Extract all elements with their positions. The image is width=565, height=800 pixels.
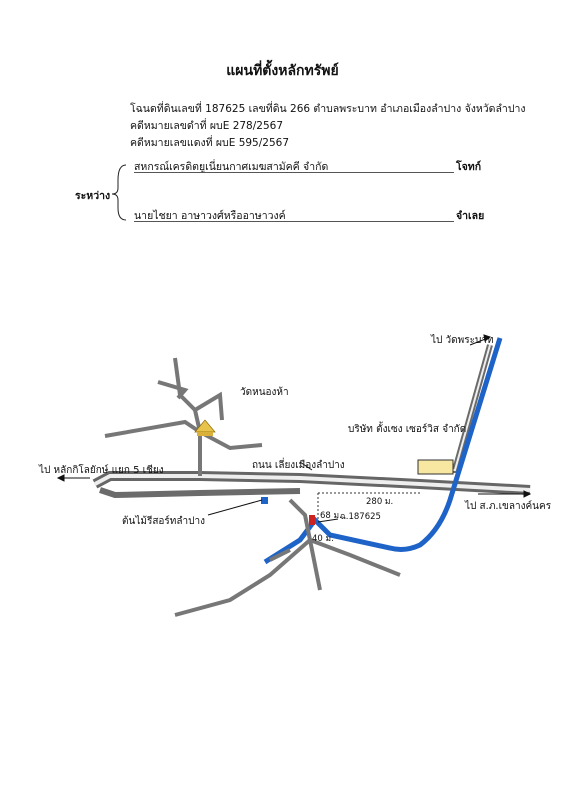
label-road-name: ถนน เลี่ยงเมืองลำปาง <box>252 460 345 471</box>
blue-waterway <box>265 338 500 562</box>
label-to-right: ไป ส.ภ.เขลางค์นคร <box>465 501 552 512</box>
label-parcel: ฉ.187625 <box>340 512 381 522</box>
parcel-marker <box>309 515 315 525</box>
label-company: บริษัท ตั้งเซง เซอร์วิส จำกัด <box>348 424 467 435</box>
plaintiff-role: โจทก์ <box>456 161 482 173</box>
plaintiff-name: สหกรณ์เครดิตยูเนี่ยนกาศเมฆสามัคคี จำกัด <box>134 161 329 173</box>
label-to-left: ไป หลักกิโลยักษ์ แยก 5 เชียง <box>39 465 164 476</box>
label-distance-68: 68 ม. <box>320 511 342 521</box>
document-title: แผนที่ตั้งหลักทรัพย์ <box>226 63 339 79</box>
label-distance-40: 40 ม. <box>312 534 334 544</box>
company-building <box>418 460 453 474</box>
label-distance-280: 280 ม. <box>366 497 394 507</box>
red-case-number: คดีหมายเลขแดงที่ ผบE 595/2567 <box>130 137 289 149</box>
defendant-name: นายไชยา อาษาวงศ์หรืออาษาวงค์ <box>134 210 286 222</box>
label-wat-nong-ha: วัดหนองห้า <box>240 387 289 398</box>
defendant-role: จำเลย <box>456 210 485 222</box>
deed-info-line: โฉนดที่ดินเลขที่ 187625 เลขที่ดิน 266 ตำบลพระบาท อำเภอเมืองลำปาง จังหวัดลำปาง <box>130 103 526 115</box>
label-to-wat-phrabat: ไป วัดพระบาท <box>431 335 494 346</box>
label-tree-resort: ต้นไม้รีสอร์ทลำปาง <box>122 516 205 527</box>
between-label: ระหว่าง <box>75 190 111 202</box>
black-case-number: คดีหมายเลขดำที่ ผบE 278/2567 <box>130 120 283 132</box>
bypass-road <box>95 476 530 495</box>
